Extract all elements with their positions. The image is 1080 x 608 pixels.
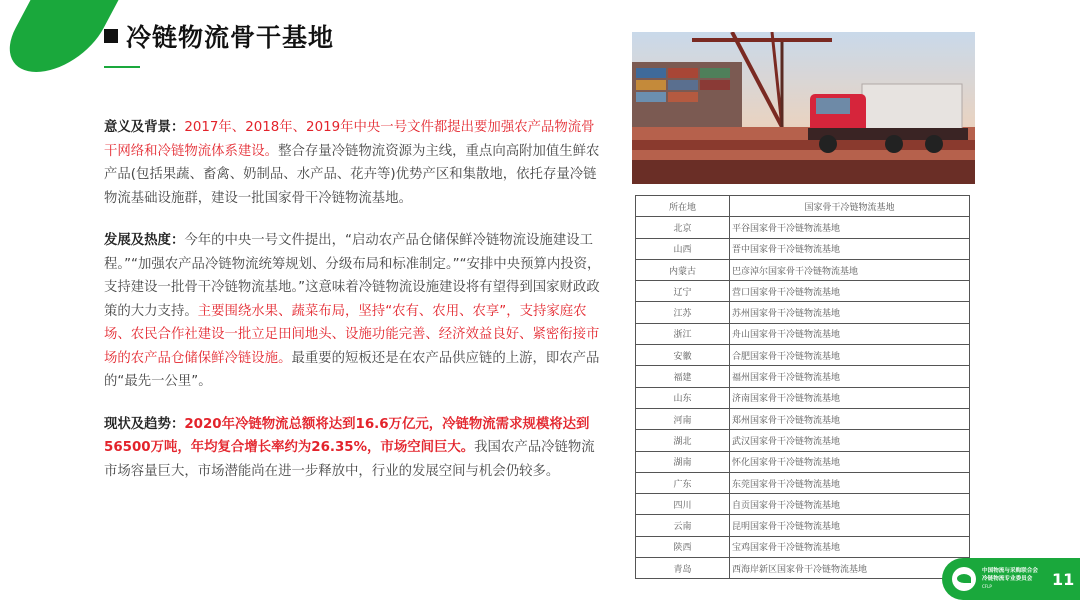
table-row [636, 494, 970, 515]
table-cell-region: 安徽 [636, 345, 730, 366]
body-text: 整合存量冷链物流资源为主线，重点向高附加值生鲜农产品(包括果蔬、畜禽、奶制品、水产品、花卉等)优势产区和集散地，依托存量冷链物流基础设施群，建设一批国家骨干冷链物流基地。 [104, 143, 600, 206]
paragraph-status [104, 413, 604, 484]
table-cell-region: 江苏 [636, 302, 730, 323]
table-cell-base: 宝鸡国家骨干冷链物流基地 [730, 536, 970, 557]
table-cell-region: 云南 [636, 515, 730, 536]
table-cell-base: 福州国家骨干冷链物流基地 [730, 366, 970, 387]
page-number: 11 [1052, 569, 1075, 589]
cflp-logo-icon [952, 567, 976, 591]
table-cell-region: 北京 [636, 217, 730, 238]
table-cell-region: 陕西 [636, 536, 730, 557]
table-row [636, 366, 970, 387]
table-cell-base: 东莞国家骨干冷链物流基地 [730, 472, 970, 493]
logo-line2: 冷链物流专业委员会 [982, 576, 1033, 582]
table-cell-region: 河南 [636, 408, 730, 429]
table-row [636, 451, 970, 472]
table-row [636, 345, 970, 366]
table-cell-base: 晋中国家骨干冷链物流基地 [730, 238, 970, 259]
title-block [104, 18, 334, 54]
table-cell-region: 浙江 [636, 323, 730, 344]
table-row [636, 259, 970, 280]
highlight-text: 主要围绕水果、蔬菜布局，坚持“农有、农用、农享”，支持家庭农场、农民合作社建设一批立足田间地头、设施功能完善、经济效益良好、紧密衔接市场的农产品仓储保鲜冷链设施。 [104, 303, 600, 366]
table-cell-base: 平谷国家骨干冷链物流基地 [730, 217, 970, 238]
table-cell-region: 辽宁 [636, 281, 730, 302]
table-header-region: 所在地 [636, 196, 730, 217]
table-cell-region: 湖北 [636, 430, 730, 451]
table-cell-base: 济南国家骨干冷链物流基地 [730, 387, 970, 408]
table-row [636, 281, 970, 302]
table-cell-base: 舟山国家骨干冷链物流基地 [730, 323, 970, 344]
table-row [636, 217, 970, 238]
paragraph-background [104, 116, 604, 210]
paragraph-development [104, 229, 604, 394]
logo-line1: 中国物流与采购联合会 [982, 568, 1038, 574]
table-cell-base: 合肥国家骨干冷链物流基地 [730, 345, 970, 366]
table-cell-region: 青岛 [636, 558, 730, 579]
table-cell-region: 山西 [636, 238, 730, 259]
table-row [636, 408, 970, 429]
logo-abbr: CFLP [982, 584, 992, 589]
paragraph-label: 意义及背景： [104, 120, 185, 135]
table-cell-base: 苏州国家骨干冷链物流基地 [730, 302, 970, 323]
table-header-row [636, 196, 970, 217]
base-table [635, 195, 970, 579]
table-cell-base: 武汉国家骨干冷链物流基地 [730, 430, 970, 451]
main-content [104, 116, 604, 502]
table-row [636, 238, 970, 259]
table-cell-base: 昆明国家骨干冷链物流基地 [730, 515, 970, 536]
table-cell-base: 巴彦淖尔国家骨干冷链物流基地 [730, 259, 970, 280]
table-row [636, 323, 970, 344]
table-cell-region: 湖南 [636, 451, 730, 472]
table-cell-region: 山东 [636, 387, 730, 408]
cold-chain-truck-photo [632, 32, 975, 184]
table-cell-base: 自贡国家骨干冷链物流基地 [730, 494, 970, 515]
table-cell-region: 广东 [636, 472, 730, 493]
table-row [636, 515, 970, 536]
cold-chain-base-table [635, 195, 970, 579]
footer-logo-badge [942, 558, 1080, 600]
table-row [636, 536, 970, 557]
body-text: 最重要的短板还是在农产品供应链的上游，即农产品的“最先一公里”。 [104, 350, 600, 389]
table-cell-region: 内蒙古 [636, 259, 730, 280]
body-text: 今年的中央一号文件提出，“启动农产品仓储保鲜冷链物流设施建设工程。”“加强农产品冷链物流统筹规划、分级布局和标准制定。”“安排中央预算内投资，支持建设一批骨干冷链物流基地。”这意味着冷链物流设施建设将有望得到国家财政政策的大力支持。 [104, 233, 601, 319]
paragraph-label: 现状及趋势： [104, 416, 185, 432]
title-underline [104, 66, 140, 68]
table-cell-region: 福建 [636, 366, 730, 387]
table-cell-base: 郑州国家骨干冷链物流基地 [730, 408, 970, 429]
table-cell-region: 四川 [636, 494, 730, 515]
table-cell-base: 营口国家骨干冷链物流基地 [730, 281, 970, 302]
table-row [636, 302, 970, 323]
table-cell-base: 西海岸新区国家骨干冷链物流基地 [730, 558, 970, 579]
photo-illustration [632, 32, 975, 184]
page-title: 冷链物流骨干基地 [126, 23, 335, 52]
paragraph-label: 发展及热度： [104, 233, 185, 248]
title-bullet-icon [104, 29, 118, 43]
table-row [636, 430, 970, 451]
body-text: 我国农产品冷链物流市场容量巨大，市场潜能尚在进一步释放中，行业的发展空间与机会仍较多。 [104, 440, 595, 479]
table-row [636, 472, 970, 493]
table-header-base: 国家骨干冷链物流基地 [730, 196, 970, 217]
highlight-text: 2017年、2018年、2019年中央一号文件都提出要加强农产品物流骨干网络和冷链物流体系建设。 [104, 120, 595, 159]
table-row [636, 558, 970, 579]
logo-text [982, 567, 1048, 591]
table-cell-base: 怀化国家骨干冷链物流基地 [730, 451, 970, 472]
highlight-text: 2020年冷链物流总额将达到16.6万亿元，冷链物流需求规模将达到56500万吨，年均复合增长率约为26.35%，市场空间巨大。 [104, 416, 590, 455]
table-row [636, 387, 970, 408]
